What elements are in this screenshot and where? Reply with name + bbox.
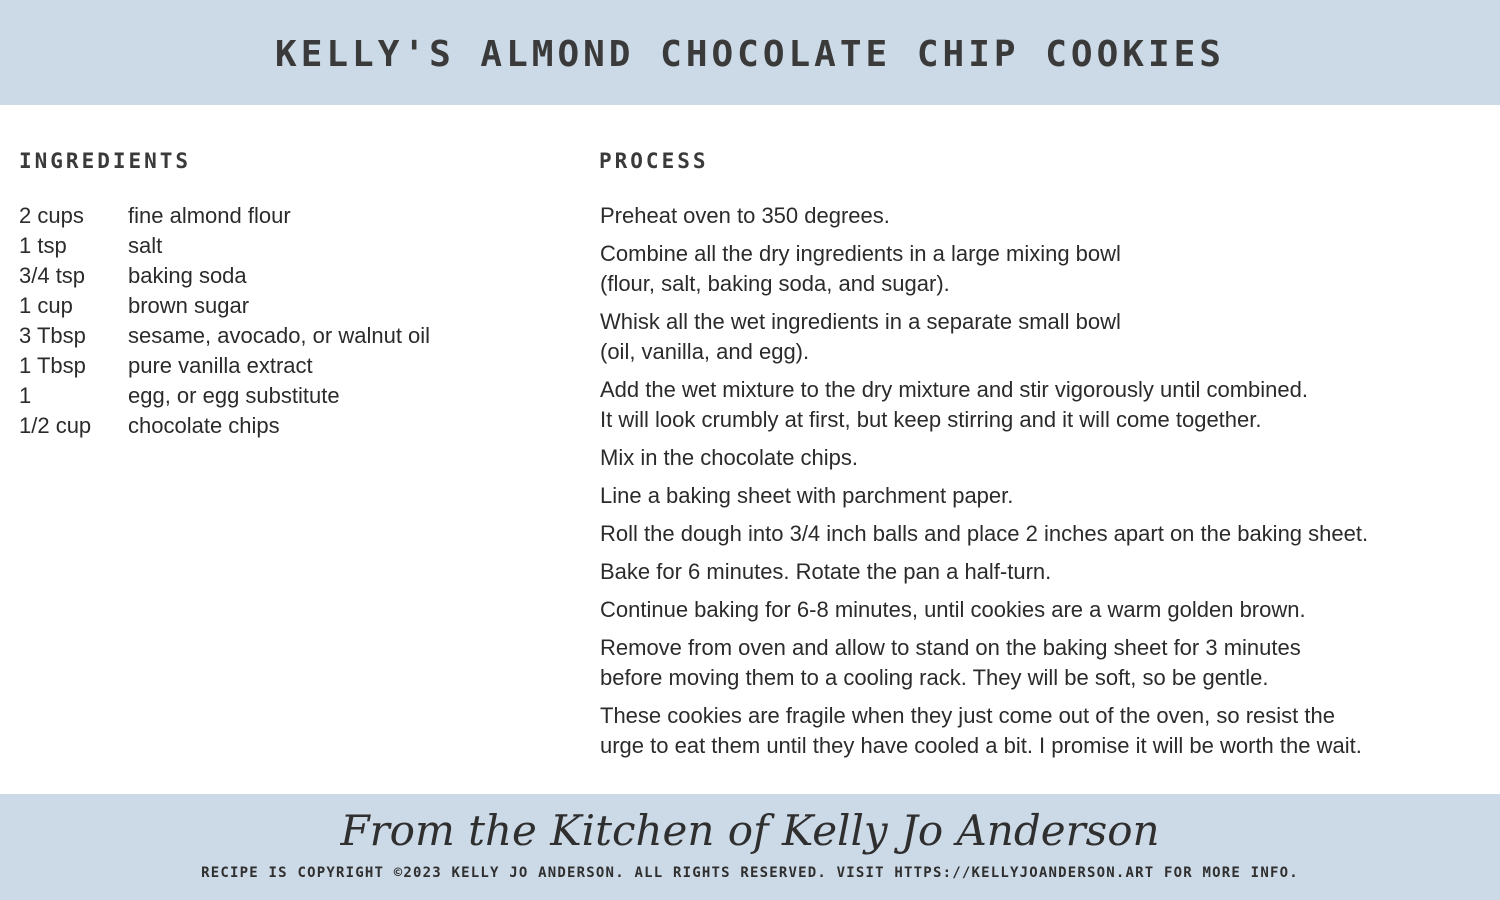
process-step [600,701,1480,761]
step-line: (flour, salt, baking soda, and sugar). [600,271,950,296]
step-line: Combine all the dry ingredients in a large mixing bowl [600,241,1121,266]
ingredients-list [19,201,579,441]
process-step [600,557,1480,587]
step-line: Continue baking for 6-8 minutes, until cookies are a warm golden brown. [600,597,1306,622]
process-step [600,307,1480,367]
step-line: Add the wet mixture to the dry mixture and stir vigorously until combined. [600,377,1308,402]
step-line: Roll the dough into 3/4 inch balls and place 2 inches apart on the baking sheet. [600,521,1369,546]
signature-line: From the Kitchen of Kelly Jo Anderson [340,806,1160,855]
ingredient-row [19,201,579,231]
process-step [600,239,1480,299]
step-line: It will look crumbly at first, but keep stirring and it will come together. [600,407,1262,432]
ingredient-quantity: 1 Tbsp [19,353,86,378]
ingredient-row [19,411,579,441]
ingredient-quantity: 1 tsp [19,233,67,258]
step-line: before moving them to a cooling rack. They will be soft, so be gentle. [600,665,1269,690]
process-step [600,481,1480,511]
ingredient-name: chocolate chips [128,413,280,438]
ingredient-name: salt [128,233,163,258]
ingredient-row [19,261,579,291]
step-line: Line a baking sheet with parchment paper. [600,483,1014,508]
ingredient-name: baking soda [128,263,247,288]
step-line: Bake for 6 minutes. Rotate the pan a half-turn. [600,559,1052,584]
step-line: urge to eat them until they have cooled a bit. I promise it will be worth the wait. [600,733,1362,758]
process-step [600,633,1480,693]
ingredient-quantity: 3/4 tsp [19,263,86,288]
process-step [600,201,1480,231]
process-step [600,595,1480,625]
ingredient-name: fine almond flour [128,203,291,228]
copyright-notice: RECIPE IS COPYRIGHT ©2023 KELLY JO ANDERSON. ALL RIGHTS RESERVED. VISIT HTTPS://KELLYJOANDERSON.ART FOR MORE INFO. [201,865,1299,881]
step-line: Preheat oven to 350 degrees. [600,203,890,228]
process-heading: PROCESS [599,149,709,173]
ingredient-quantity: 1 cup [19,293,73,318]
ingredient-quantity: 3 Tbsp [19,323,86,348]
step-line: Whisk all the wet ingredients in a separate small bowl [600,309,1121,334]
step-line: These cookies are fragile when they just come out of the oven, so resist the [600,703,1335,728]
ingredient-quantity: 2 cups [19,203,84,228]
step-line: Remove from oven and allow to stand on the baking sheet for 3 minutes [600,635,1301,660]
ingredient-name: sesame, avocado, or walnut oil [128,323,431,348]
ingredient-name: pure vanilla extract [128,353,313,378]
ingredient-row [19,231,579,261]
step-line: (oil, vanilla, and egg). [600,339,810,364]
ingredient-row [19,321,579,351]
ingredient-row [19,291,579,321]
ingredient-name: egg, or egg substitute [128,383,340,408]
process-step [600,443,1480,473]
process-step [600,519,1480,549]
recipe-title: KELLY'S ALMOND CHOCOLATE CHIP COOKIES [275,34,1225,75]
ingredients-heading: INGREDIENTS [19,149,192,173]
ingredient-row [19,351,579,381]
process-steps [600,201,1480,769]
step-line: Mix in the chocolate chips. [600,445,859,470]
ingredient-row [19,381,579,411]
ingredient-quantity: 1/2 cup [19,413,92,438]
ingredient-quantity: 1 [19,383,32,408]
ingredient-name: brown sugar [128,293,250,318]
process-step [600,375,1480,435]
